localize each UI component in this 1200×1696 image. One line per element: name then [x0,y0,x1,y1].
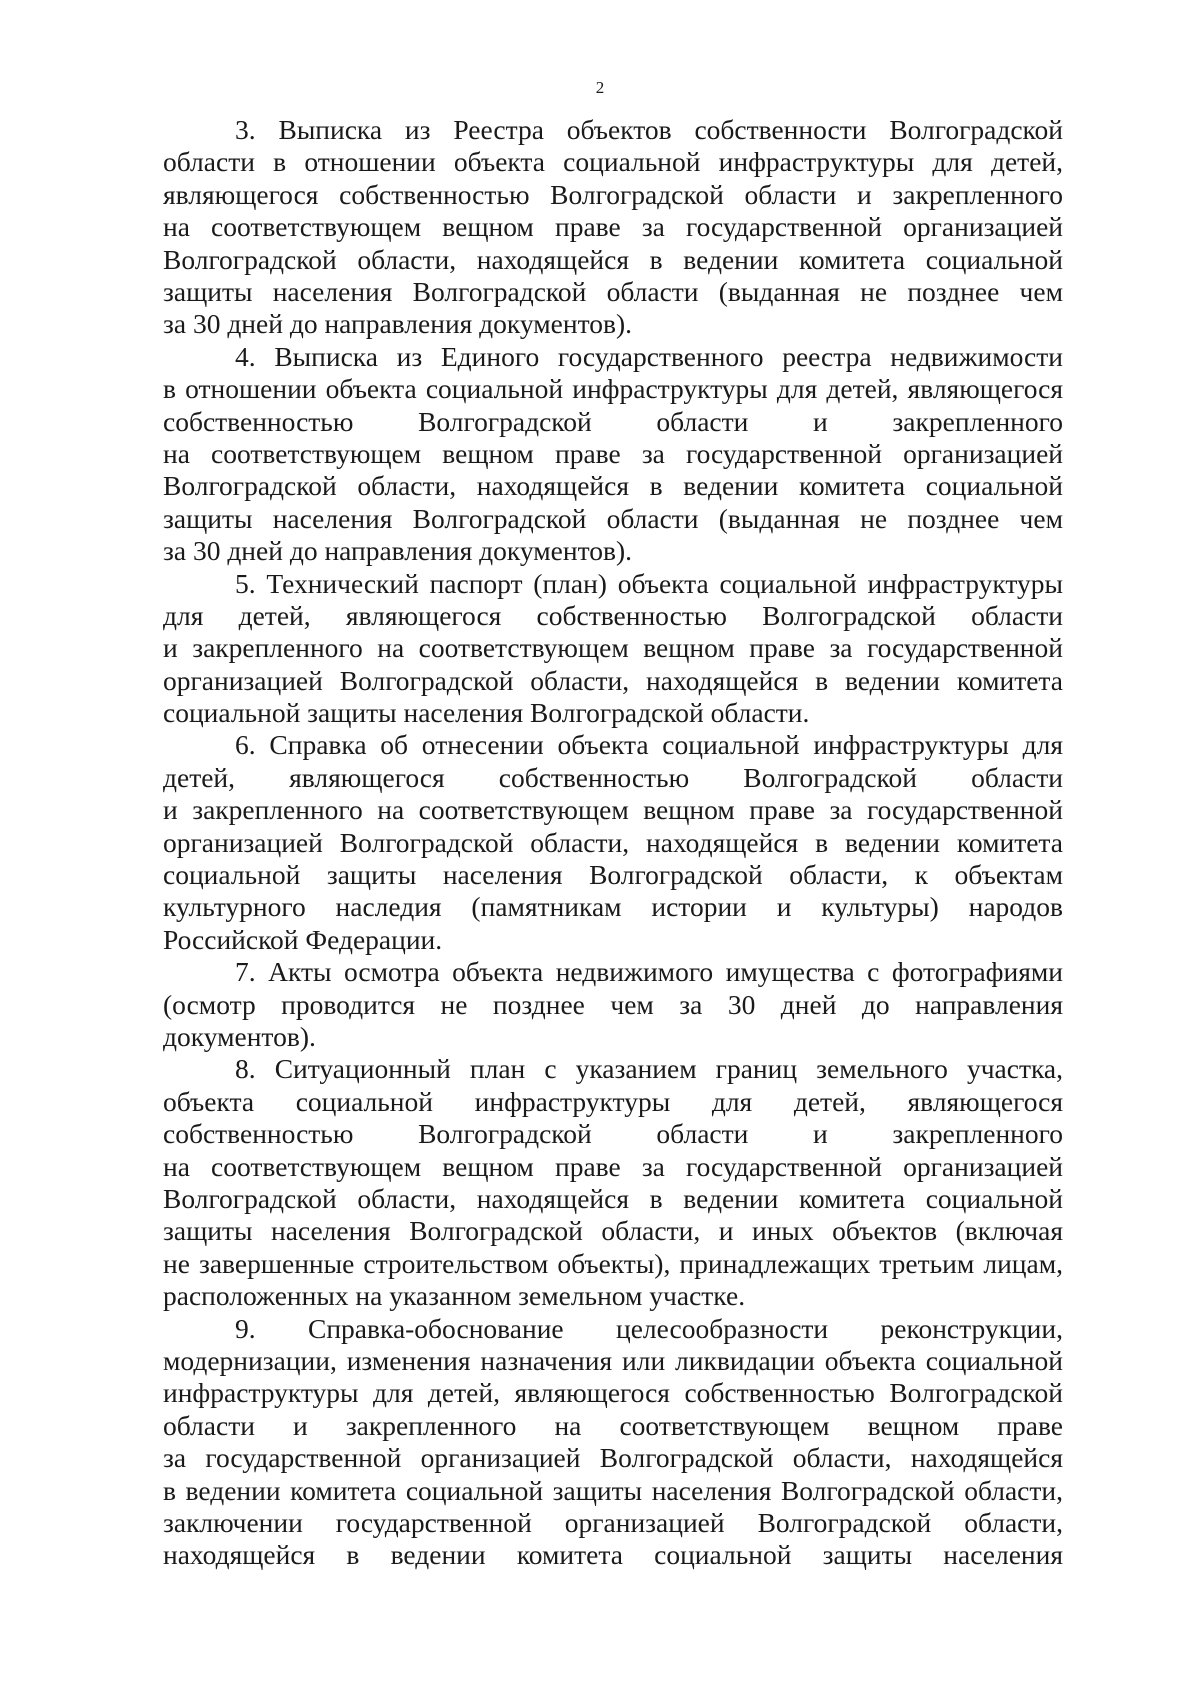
text-line: собственностью Волгоградской области и закрепленного [163,405,1063,437]
text-line: на соответствующем вещном праве за государственной организацией [163,1150,1063,1182]
text-line: документов). [163,1021,316,1052]
paragraph-item-4 [163,341,1063,568]
text-line: социальной защиты населения Волгоградской области. [163,697,810,729]
text-line: инфраструктуры для детей, являющегося собственностью Волгоградской [163,1377,1063,1409]
text-line: защиты населения Волгоградской области (выданная не позднее чем [163,275,1063,307]
text-line: за 30 дней до направления документов). [163,535,633,567]
text-line: детей, являющегося собственностью Волгоградской области [163,761,1063,793]
text-line: в отношении объекта социальной инфраструктуры для детей, являющегося [163,373,1063,405]
text-line: не завершенные строительством объекты), принадлежащих третьим лицам, [163,1247,1063,1279]
text-line: защиты населения Волгоградской области (выданная не позднее чем [163,502,1063,534]
text-line: Волгоградской области, находящейся в ведении комитета социальной [163,243,1063,275]
text-line: Российской Федерации. [163,923,443,955]
text-line: области в отношении объекта социальной инфраструктуры для детей, [163,146,1063,178]
text-line: модернизации, изменения назначения или ликвидации объекта социальной [163,1344,1063,1376]
text-line: объекта социальной инфраструктуры для детей, являющегося [163,1085,1063,1117]
paragraph-item-3 [163,114,1063,341]
paragraph-item-8 [163,1053,1063,1312]
text-line: являющегося собственностью Волгоградской области и закрепленного [163,178,1063,210]
text-line: организацией Волгоградской области, находящейся в ведении комитета [163,664,1063,696]
page-number: 2 [595,78,605,97]
text-line: защиты населения Волгоградской области, и иных объектов (включая [163,1215,1063,1247]
text-line: 6. Справка об отнесении объекта социальной инфраструктуры для [235,729,1063,761]
text-line: на соответствующем вещном праве за государственной организацией [163,437,1063,469]
text-line: области и закрепленного на соответствующем вещном праве [163,1409,1063,1441]
text-line: за 30 дней до направления документов). [163,308,633,340]
text-line: в ведении комитета социальной защиты населения Волгоградской области, [163,1474,1063,1506]
text-line: и закрепленного на соответствующем вещном праве за государственной [163,794,1063,826]
text-line: Волгоградской области, находящейся в ведении комитета социальной [163,470,1063,502]
text-line: находящейся в ведении комитета социальной защиты населения [163,1539,1063,1571]
text-line: заключении государственной организацией Волгоградской области, [163,1506,1063,1538]
text-line: 4. Выписка из Единого государственного реестра недвижимости [235,340,1063,372]
text-line: расположенных на указанном земельном участке. [163,1280,746,1312]
paragraph-item-9 [163,1313,1063,1572]
text-line: собственностью Волгоградской области и закрепленного [163,1118,1063,1150]
text-line: 5. Технический паспорт (план) объекта социальной инфраструктуры [235,567,1063,599]
document-body [163,114,1063,1572]
text-line: и закрепленного на соответствующем вещном праве за государственной [163,632,1063,664]
text-line: для детей, являющегося собственностью Волгоградской области [163,599,1063,631]
text-line: Волгоградской области, находящейся в ведении комитета социальной [163,1182,1063,1214]
text-line: 8. Ситуационный план с указанием границ земельного участка, [235,1053,1063,1085]
text-line: 7. Акты осмотра объекта недвижимого имущества с фотографиями [235,956,1063,988]
text-line: 9. Справка-обоснование целесообразности реконструкции, [235,1312,1063,1344]
text-line: 3. Выписка из Реестра объектов собственности Волгоградской [235,114,1063,145]
paragraph-item-6 [163,729,1063,956]
paragraph-item-5 [163,568,1063,730]
paragraph-item-7 [163,956,1063,1053]
text-line: культурного наследия (памятникам истории и культуры) народов [163,891,1063,923]
text-line: на соответствующем вещном праве за государственной организацией [163,211,1063,243]
text-line: социальной защиты населения Волгоградской области, к объектам [163,859,1063,891]
text-line: за государственной организацией Волгоградской области, находящейся [163,1442,1063,1474]
text-line: (осмотр проводится не позднее чем за 30 дней до направления [163,988,1063,1020]
text-line: организацией Волгоградской области, находящейся в ведении комитета [163,826,1063,858]
